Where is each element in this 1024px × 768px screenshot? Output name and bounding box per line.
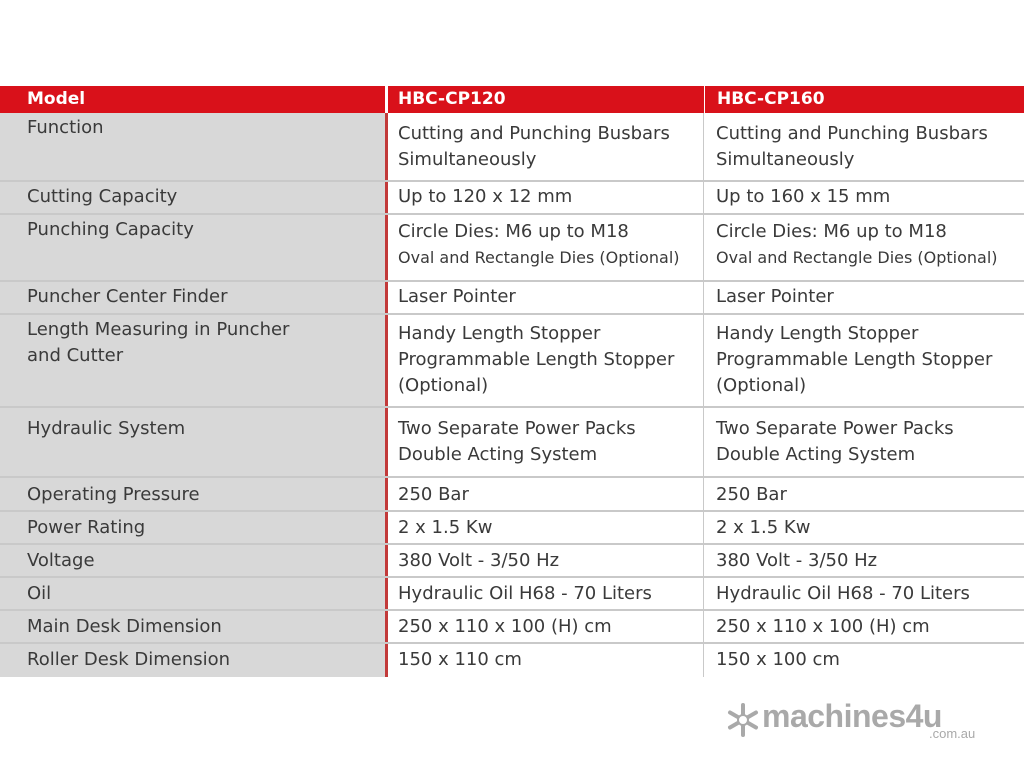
table-row bbox=[0, 113, 1024, 182]
row-label: Operating Pressure bbox=[0, 478, 385, 510]
row-value-a: 2 x 1.5 Kw bbox=[385, 512, 704, 543]
row-value-b: 2 x 1.5 Kw bbox=[704, 512, 1024, 543]
row-value-a: Circle Dies: M6 up to M18 Oval and Rectangle Dies (Optional) bbox=[385, 215, 704, 280]
table-row bbox=[0, 215, 1024, 282]
row-value-a: 250 x 110 x 100 (H) cm bbox=[385, 611, 704, 642]
row-label: Oil bbox=[0, 578, 385, 609]
row-value-a: Handy Length Stopper Programmable Length Stopper (Optional) bbox=[385, 315, 704, 406]
spec-table bbox=[0, 86, 1024, 677]
row-label: Roller Desk Dimension bbox=[0, 644, 385, 677]
row-label: Length Measuring in Puncher and Cutter bbox=[0, 315, 385, 406]
row-value-b: 380 Volt - 3/50 Hz bbox=[704, 545, 1024, 576]
row-value-a: 380 Volt - 3/50 Hz bbox=[385, 545, 704, 576]
row-value-b: Two Separate Power Packs Double Acting System bbox=[704, 408, 1024, 476]
row-value-b: Handy Length Stopper Programmable Length Stopper (Optional) bbox=[704, 315, 1024, 406]
table-row bbox=[0, 315, 1024, 408]
row-label: Main Desk Dimension bbox=[0, 611, 385, 642]
watermark-brand: machines4u bbox=[762, 698, 942, 734]
row-value-a: Up to 120 x 12 mm bbox=[385, 182, 704, 213]
table-row bbox=[0, 644, 1024, 677]
row-value-b: Cutting and Punching Busbars Simultaneously bbox=[704, 113, 1024, 180]
table-row bbox=[0, 578, 1024, 611]
row-value-a: Cutting and Punching Busbars Simultaneously bbox=[385, 113, 704, 180]
row-value-a: 150 x 110 cm bbox=[385, 644, 704, 677]
row-value-b: Hydraulic Oil H68 - 70 Liters bbox=[704, 578, 1024, 609]
snowflake-gear-icon bbox=[725, 702, 761, 738]
row-value-a: Two Separate Power Packs Double Acting System bbox=[385, 408, 704, 476]
table-row bbox=[0, 282, 1024, 315]
row-value-b: 250 Bar bbox=[704, 478, 1024, 510]
row-label: Power Rating bbox=[0, 512, 385, 543]
row-label: Cutting Capacity bbox=[0, 182, 385, 213]
row-label: Function bbox=[0, 113, 385, 180]
row-value-a: 250 Bar bbox=[385, 478, 704, 510]
header-model-a: HBC-CP120 bbox=[385, 86, 704, 113]
row-value-a: Hydraulic Oil H68 - 70 Liters bbox=[385, 578, 704, 609]
row-value-b: Circle Dies: M6 up to M18 Oval and Rectangle Dies (Optional) bbox=[704, 215, 1024, 280]
row-value-b: 250 x 110 x 100 (H) cm bbox=[704, 611, 1024, 642]
row-value-b: Laser Pointer bbox=[704, 282, 1024, 313]
table-row bbox=[0, 512, 1024, 545]
row-value-a: Laser Pointer bbox=[385, 282, 704, 313]
table-header bbox=[0, 86, 1024, 113]
row-label: Voltage bbox=[0, 545, 385, 576]
header-model-label: Model bbox=[27, 89, 86, 109]
table-row bbox=[0, 408, 1024, 478]
table-row bbox=[0, 182, 1024, 215]
row-label: Punching Capacity bbox=[0, 215, 385, 280]
header-model-b: HBC-CP160 bbox=[704, 86, 1024, 113]
row-label: Hydraulic System bbox=[0, 408, 385, 476]
row-value-b: 150 x 100 cm bbox=[704, 644, 1024, 677]
table-row bbox=[0, 545, 1024, 578]
watermark-domain: .com.au bbox=[929, 726, 976, 741]
machines4u-watermark bbox=[725, 700, 995, 746]
row-label: Puncher Center Finder bbox=[0, 282, 385, 313]
table-row bbox=[0, 478, 1024, 512]
table-row bbox=[0, 611, 1024, 644]
row-value-b: Up to 160 x 15 mm bbox=[704, 182, 1024, 213]
